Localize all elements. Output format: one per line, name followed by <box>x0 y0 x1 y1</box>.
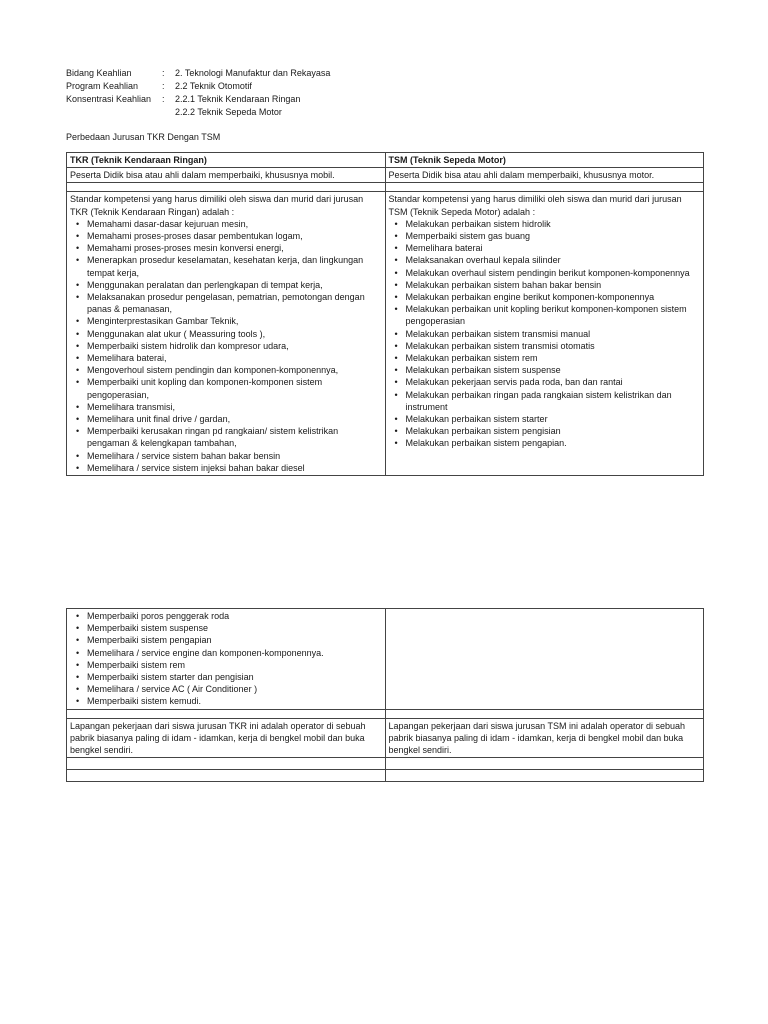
info-separator: : <box>162 68 165 78</box>
list-item: • Memelihara unit final drive / gardan, <box>87 413 382 425</box>
info-separator: : <box>162 81 165 91</box>
list-item: • Memelihara / service sistem bahan bakar bensin <box>87 450 382 462</box>
list-item: • Memelihara baterai, <box>87 352 382 364</box>
info-value: 2.2 Teknik Otomotif <box>175 81 252 91</box>
list-item: • Memelihara / service engine dan komponen-komponennya. <box>87 647 382 659</box>
info-value: 2.2.2 Teknik Sepeda Motor <box>175 107 282 117</box>
empty-cell <box>67 758 386 770</box>
list-item: • Melakukan perbaikan sistem pengisian <box>406 425 701 437</box>
info-label: Bidang Keahlian <box>66 68 132 78</box>
competency-cell-tsm <box>385 192 704 476</box>
info-separator: : <box>162 94 165 104</box>
header-tkr: TKR (Teknik Kendaraan Ringan) <box>67 153 386 168</box>
list-item: • Menggunakan peralatan dan perlengkapan di tempat kerja, <box>87 279 382 291</box>
list-item: • Melakukan perbaikan sistem transmisi otomatis <box>406 340 701 352</box>
list-item: • Melakukan perbaikan sistem bahan bakar bensin <box>406 279 701 291</box>
list-item: • Melakukan perbaikan sistem suspense <box>406 364 701 376</box>
list-item: • Memperbaiki sistem suspense <box>87 622 382 634</box>
list-item: • Melakukan perbaikan sistem hidrolik <box>406 218 701 230</box>
list-item: • Memperbaiki kerusakan ringan pd rangkaian/ sistem kelistrikan pengaman & kelengkapan tambahan, <box>87 425 382 449</box>
list-item: • Melakukan perbaikan sistem transmisi manual <box>406 328 701 340</box>
list-item: • Menggunakan alat ukur ( Meassuring tools ), <box>87 328 382 340</box>
info-row-konsentrasi-2 <box>66 106 330 119</box>
list-item: • Mengoverhoul sistem pendingin dan komponen-komponennya, <box>87 364 382 376</box>
competency-list-tsm <box>389 218 701 450</box>
competency-list-tkr <box>70 218 382 474</box>
list-item: • Melakukan perbaikan engine berikut komponen-komponennya <box>406 291 701 303</box>
list-item: • Memelihara / service sistem injeksi bahan bakar diesel <box>87 462 382 474</box>
list-item: • Melakukan perbaikan sistem rem <box>406 352 701 364</box>
job-field-tkr: Lapangan pekerjaan dari siswa jurusan TKR ini adalah operator di sebuah pabrik biasanya paling di idam - idamkan, kerja di bengkel mobil dan buka bengkel sendiri. <box>67 718 386 758</box>
list-item: • Melaksanakan prosedur pengelasan, pematrian, pemotongan dengan panas & pemanasan, <box>87 291 382 315</box>
comparison-table <box>66 152 704 476</box>
info-separator <box>162 106 175 119</box>
info-row-konsentrasi <box>66 93 330 106</box>
section-title: Perbedaan Jurusan TKR Dengan TSM <box>66 132 221 142</box>
competency-cell-tsm-continued <box>385 609 704 710</box>
info-label: Program Keahlian <box>66 81 139 91</box>
competency-intro-tkr: Standar kompetensi yang harus dimiliki oleh siswa dan murid dari jurusan TKR (Teknik Kendaraan Ringan) adalah : <box>70 194 364 217</box>
info-row-program <box>66 80 330 93</box>
list-item: • Memahami dasar-dasar kejuruan mesin, <box>87 218 382 230</box>
empty-cell <box>67 770 386 782</box>
list-item: • Memelihara transmisi, <box>87 401 382 413</box>
info-row-bidang <box>66 67 330 80</box>
list-item: • Memahami proses-proses mesin konversi energi, <box>87 242 382 254</box>
list-item: • Memperbaiki sistem pengapian <box>87 634 382 646</box>
list-item: • Melakukan overhaul sistem pendingin berikut komponen-komponennya <box>406 267 701 279</box>
list-item: • Memelihara / service AC ( Air Conditioner ) <box>87 683 382 695</box>
header-tsm: TSM (Teknik Sepeda Motor) <box>385 153 704 168</box>
list-item: • Melakukan pekerjaan servis pada roda, ban dan rantai <box>406 376 701 388</box>
list-item: • Memperbaiki sistem kemudi. <box>87 695 382 707</box>
list-item: • Melakukan perbaikan unit kopling berikut komponen-komponen sistem pengoperasian <box>406 303 701 327</box>
competency-cell-tkr-continued <box>67 609 386 710</box>
list-item: • Memperbaiki sistem gas buang <box>406 230 701 242</box>
empty-cell <box>67 183 386 192</box>
info-label: Konsentrasi Keahlian <box>66 94 152 104</box>
empty-cell <box>385 758 704 770</box>
list-item: • Melakukan perbaikan sistem starter <box>406 413 701 425</box>
list-item: • Memahami proses-proses dasar pembentukan logam, <box>87 230 382 242</box>
empty-cell <box>385 770 704 782</box>
description-tsm: Peserta Didik bisa atau ahli dalam memperbaiki, khususnya motor. <box>385 168 704 183</box>
list-item: • Melakukan perbaikan ringan pada rangkaian sistem kelistrikan dan instrument <box>406 389 701 413</box>
list-item: • Melakukan perbaikan sistem pengapian. <box>406 437 701 449</box>
info-value: 2. Teknologi Manufaktur dan Rekayasa <box>175 68 331 78</box>
list-item: • Menerapkan prosedur keselamatan, kesehatan kerja, dan lingkungan tempat kerja, <box>87 254 382 278</box>
competency-list-tkr-continued <box>70 610 382 708</box>
description-tkr: Peserta Didik bisa atau ahli dalam memperbaiki, khususnya mobil. <box>67 168 386 183</box>
list-item: • Memperbaiki sistem hidrolik dan kompresor udara, <box>87 340 382 352</box>
competency-cell-tkr <box>67 192 386 476</box>
list-item: • Melaksanakan overhaul kepala silinder <box>406 254 701 266</box>
empty-cell <box>67 709 386 718</box>
info-label <box>66 106 162 119</box>
list-item: • Memperbaiki poros penggerak roda <box>87 610 382 622</box>
empty-cell <box>385 709 704 718</box>
list-item: • Memperbaiki sistem rem <box>87 659 382 671</box>
list-item: • Menginterprestasikan Gambar Teknik, <box>87 315 382 327</box>
comparison-table-continued <box>66 608 704 782</box>
info-block <box>66 67 330 119</box>
list-item: • Memelihara baterai <box>406 242 701 254</box>
competency-intro-tsm: Standar kompetensi yang harus dimiliki oleh siswa dan murid dari jurusan TSM (Teknik Sepeda Motor) adalah : <box>388 194 682 217</box>
job-field-tsm: Lapangan pekerjaan dari siswa jurusan TSM ini adalah operator di sebuah pabrik biasanya paling di idam - idamkan, kerja di bengkel mobil dan buka bengkel sendiri. <box>385 718 704 758</box>
info-value: 2.2.1 Teknik Kendaraan Ringan <box>175 94 301 104</box>
list-item: • Memperbaiki sistem starter dan pengisian <box>87 671 382 683</box>
empty-cell <box>385 183 704 192</box>
list-item: • Memperbaiki unit kopling dan komponen-komponen sistem pengoperasian, <box>87 376 382 400</box>
